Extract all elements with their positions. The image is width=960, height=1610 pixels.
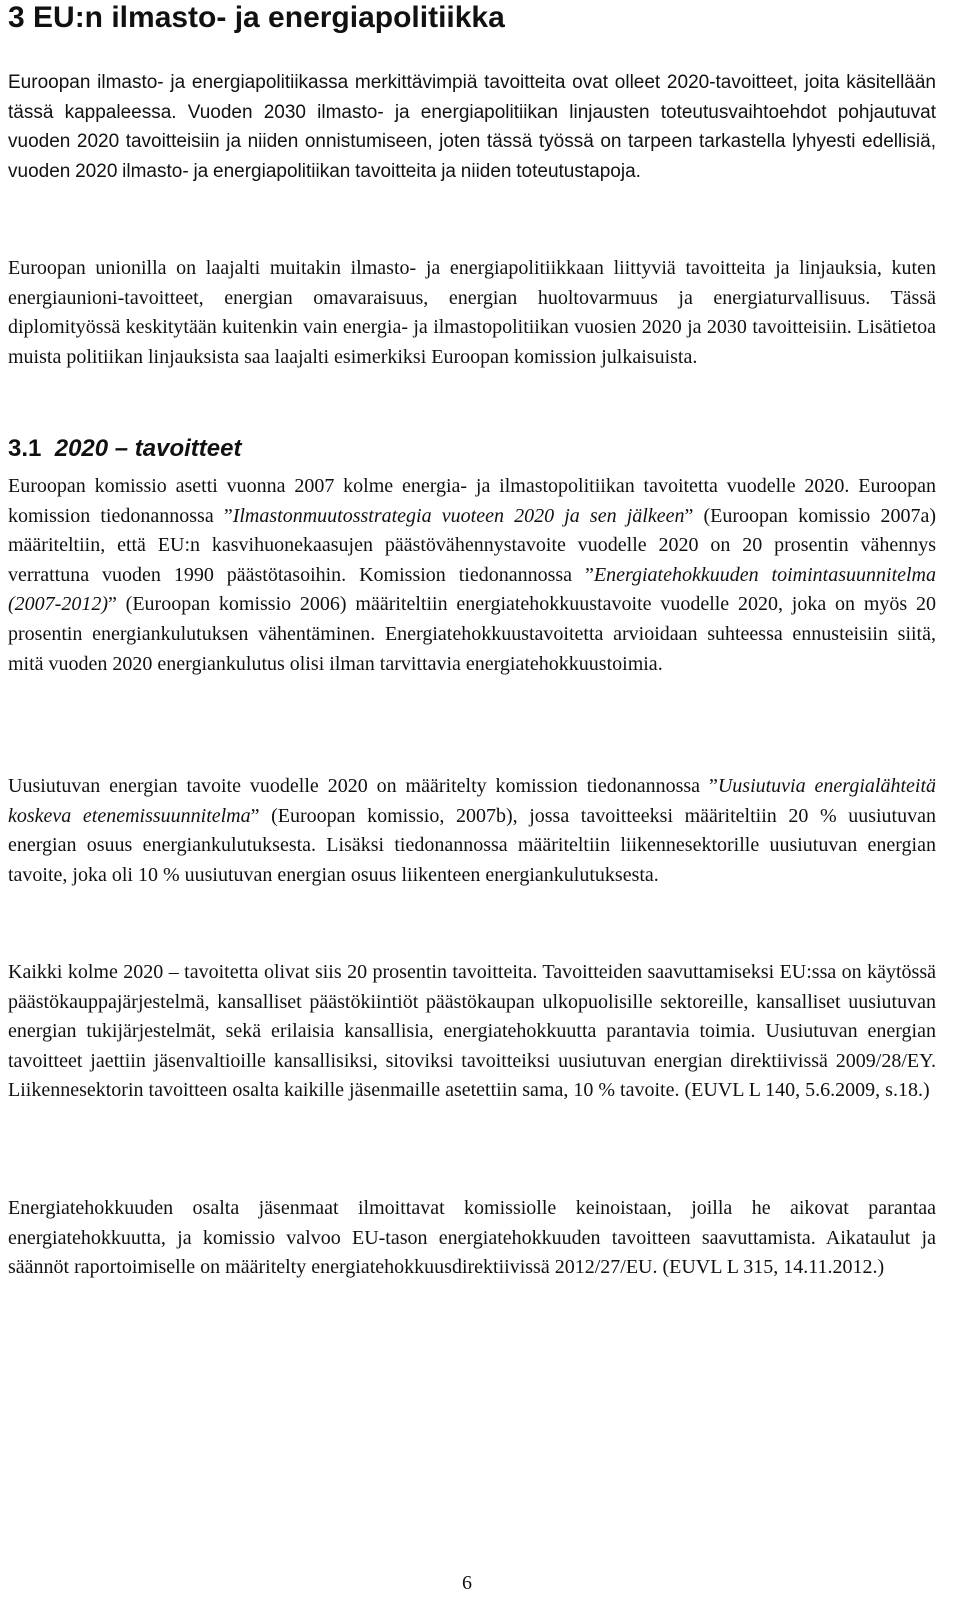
paragraph-text: ” (Euroopan komissio, 2007b), jossa tavoitteeksi määriteltiin 20 % uusiutuvan energian osuus energiankulutuksesta. Lisäksi tiedonannossa määriteltiin liikennesektorille uusiutuvan energian tavoite, joka oli 10 % uusiutuvan energian osuus liikenteen energiankulutuksesta.: [8, 804, 936, 886]
chapter-heading: 3 EU:n ilmasto- ja energiapolitiikka: [8, 1, 505, 34]
section-number: 3.1: [8, 435, 42, 462]
paragraph-text: Uusiutuvan energian tavoite vuodelle 2020 on määritelty komission tiedonannossa ”: [8, 775, 718, 797]
intro-paragraph: Euroopan ilmasto- ja energiapolitiikassa merkittävimpiä tavoitteita ovat olleet 2020-tavoitteet, joita käsitellään tässä kappaleessa. Vuoden 2030 ilmasto- ja energiapolitiikan linjausten toteutusvaihtoehdot pohjautuvat vuoden 2020 tavoitteisiin ja niiden onnistumiseen, joten tässä työssä on tarpeen tarkastella lyhyesti edellisiä, vuoden 2020 ilmasto- ja energiapolitiikan tavoitteita ja niiden toteutustapoja.: [8, 72, 936, 182]
section-title: 2020 – tavoitteet: [54, 435, 242, 462]
paragraph-2020-targets: [8, 472, 936, 679]
paragraph-text: ” (Euroopan komissio 2007a) määriteltiin, että EU:n kasvihuonekaasujen päästövähennystavoite vuodelle 2020 on 20 prosentin vähennys verrattuna vuoden 1990 päästötasoihin. Komission tiedonannossa ”: [8, 504, 936, 586]
paragraph-efficiency: Energiatehokkuuden osalta jäsenmaat ilmoittavat komissiolle keinoistaan, joilla he aikovat parantaa energiatehokkuutta, ja komissio valvoo EU-tason energiatehokkuuden tavoitteen saavuttamista. Aikataulut ja säännöt raportoimiselle on määritelty energiatehokkuusdirektiivissä 2012/27/EU. (EUVL L 315, 14.11.2012.): [8, 1197, 936, 1279]
cited-title: Uusiutuvia energialähteitä koskeva etenemissuunnitelma: [8, 775, 936, 827]
paragraph-renewables: [8, 772, 936, 890]
paragraph-text: Euroopan komissio asetti vuonna 2007 kolme energia- ja ilmastopolitiikan tavoitetta vuodelle 2020. Euroopan komission tiedonannossa ”: [8, 475, 936, 527]
section-heading: [8, 434, 241, 464]
cited-title: Energiatehokkuuden toimintasuunnitelma (2007-2012): [8, 563, 936, 616]
paragraph-text: ” (Euroopan komissio 2006) määriteltiin energiatehokkuustavoite vuodelle 2020, joka on myös 20 prosentin energiankulutuksen vähentäminen. Energiatehokkuustavoitetta arvioidaan suhteessa ennusteisiin siitä, mitä vuoden 2020 energiankulutus olisi ilman tarvittavia energiatehokkuustoimia.: [8, 593, 936, 675]
paragraph-eu-policies: Euroopan unionilla on laajalti muitakin ilmasto- ja energiapolitiikkaan liittyviä tavoitteita ja linjauksia, kuten energiaunioni-tavoitteet, energian omavaraisuus, energian huoltovarmuus ja energiaturvallisuus. Tässä diplomityössä keskitytään kuitenkin vain energia- ja ilmastopolitiikan vuosien 2020 ja 2030 tavoitteisiin. Lisätietoa muista politiikan linjauksista saa laajalti esimerkiksi Euroopan komission julkaisuista.: [8, 257, 936, 368]
paragraph-instruments: Kaikki kolme 2020 – tavoitetta olivat siis 20 prosentin tavoitteita. Tavoitteiden saavuttamiseksi EU:ssa on käytössä päästökauppajärjestelmä, kansalliset päästökiintiöt päästökaupan ulkopuolisille sektoreille, kansalliset uusiutuvan energian tukijärjestelmät, sekä erilaisia kansallisia, energiatehokkuutta parantavia toimia. Uusiutuvan energian tavoitteet jaettiin jäsenvaltioille kansallisiksi, sitoviksi tavoitteiksi uusiutuvan energian direktiivissä 2009/28/EY. Liikennesektorin tavoitteen osalta kaikille jäsenmaille asetettiin sama, 10 % tavoite. (EUVL L 140, 5.6.2009, s.18.): [8, 961, 936, 1102]
cited-title: Ilmastonmuutosstrategia vuoteen 2020 ja sen jälkeen: [232, 504, 685, 527]
page-number: 6: [462, 1572, 472, 1594]
